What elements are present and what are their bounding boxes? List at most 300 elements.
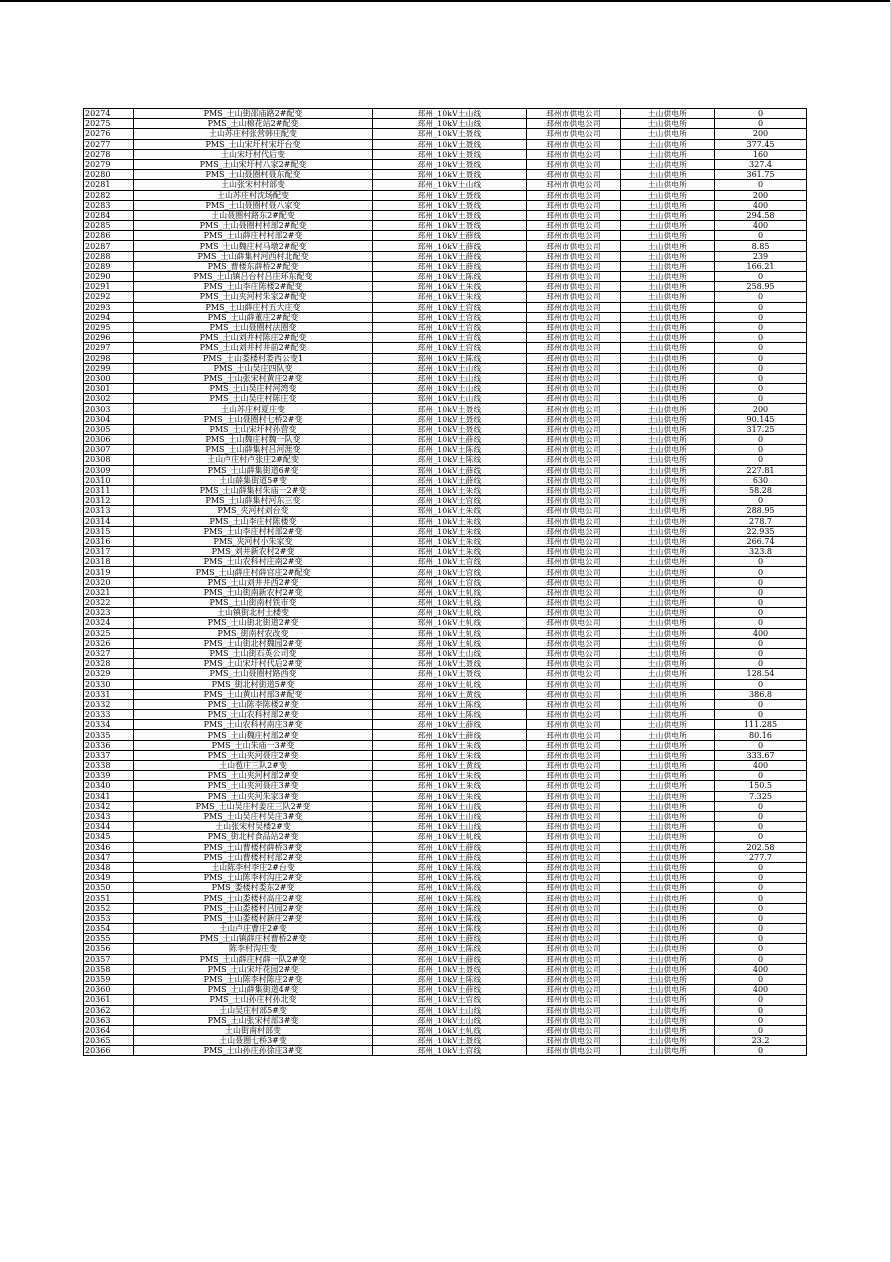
capacity-cell: 23.2 [715, 1036, 807, 1046]
substation-cell: 土山供电所 [621, 873, 715, 883]
substation-cell: 土山供电所 [621, 618, 715, 628]
table-row [84, 516, 807, 526]
table-row [84, 180, 807, 190]
substation-cell: 土山供电所 [621, 475, 715, 485]
station-name-cell: PMS_土山张宋村部3#变 [134, 1015, 373, 1025]
company-cell: 邳州市供电公司 [527, 282, 621, 292]
capacity-cell: 0 [715, 435, 807, 445]
row-id-cell: 20288 [84, 251, 134, 261]
company-cell: 邳州市供电公司 [527, 587, 621, 597]
row-id-cell: 20281 [84, 180, 134, 190]
table-row [84, 924, 807, 934]
row-id-cell: 20341 [84, 791, 134, 801]
line-name-cell: 邳州_10kV土陈线 [373, 699, 527, 709]
table-row [84, 771, 807, 781]
line-name-cell: 邳州_10kV土薛线 [373, 241, 527, 251]
table-row [84, 170, 807, 180]
line-name-cell: 邳州_10kV土官线 [373, 1046, 527, 1056]
table-row [84, 608, 807, 618]
company-cell: 邳州市供电公司 [527, 781, 621, 791]
line-name-cell: 邳州_10kV土轧线 [373, 679, 527, 689]
row-id-cell: 20296 [84, 333, 134, 343]
row-id-cell: 20365 [84, 1036, 134, 1046]
row-id-cell: 20346 [84, 842, 134, 852]
row-id-cell: 20356 [84, 944, 134, 954]
capacity-cell: 0 [715, 699, 807, 709]
substation-cell: 土山供电所 [621, 567, 715, 577]
line-name-cell: 邳州_10kV土山线 [373, 822, 527, 832]
company-cell: 邳州市供电公司 [527, 1036, 621, 1046]
substation-cell: 土山供电所 [621, 761, 715, 771]
station-name-cell: PMS_土山宋圩花园2#变 [134, 964, 373, 974]
company-cell: 邳州市供电公司 [527, 455, 621, 465]
capacity-cell: 8.85 [715, 241, 807, 251]
station-name-cell: PMS_土山镇吕台村吕庄环东配变 [134, 272, 373, 282]
station-name-cell: PMS_土山街石英公司变 [134, 648, 373, 658]
line-name-cell: 邳州_10kV土陈线 [373, 873, 527, 883]
substation-cell: 土山供电所 [621, 139, 715, 149]
company-cell: 邳州市供电公司 [527, 261, 621, 271]
capacity-cell: 277.7 [715, 852, 807, 862]
station-name-cell: 土山吴庄村部5#变 [134, 1005, 373, 1015]
line-name-cell: 邳州_10kV土薛线 [373, 985, 527, 995]
station-name-cell: 土山宋圩村代后变 [134, 149, 373, 159]
substation-cell: 土山供电所 [621, 628, 715, 638]
table-row [84, 496, 807, 506]
company-cell: 邳州市供电公司 [527, 638, 621, 648]
company-cell: 邳州市供电公司 [527, 761, 621, 771]
table-row [84, 659, 807, 669]
substation-cell: 土山供电所 [621, 954, 715, 964]
table-row [84, 394, 807, 404]
line-name-cell: 邳州_10kV土薛线 [373, 475, 527, 485]
company-cell: 邳州市供电公司 [527, 149, 621, 159]
table-row [84, 435, 807, 445]
capacity-cell: 22.935 [715, 526, 807, 536]
capacity-cell: 0 [715, 119, 807, 129]
capacity-cell: 0 [715, 740, 807, 750]
company-cell: 邳州市供电公司 [527, 496, 621, 506]
company-cell: 邳州市供电公司 [527, 170, 621, 180]
row-id-cell: 20285 [84, 221, 134, 231]
row-id-cell: 20362 [84, 1005, 134, 1015]
line-name-cell: 邳州_10kV土陈线 [373, 913, 527, 923]
station-name-cell: 土山镇街北村土楼变 [134, 608, 373, 618]
table-row [84, 811, 807, 821]
station-name-cell: PMS_土山街北街道2#变 [134, 618, 373, 628]
company-cell: 邳州市供电公司 [527, 435, 621, 445]
row-id-cell: 20343 [84, 811, 134, 821]
station-name-cell: PMS_土山夹河聂庄2#变 [134, 750, 373, 760]
substation-cell: 土山供电所 [621, 781, 715, 791]
line-name-cell: 邳州_10kV土聂线 [373, 139, 527, 149]
line-name-cell: 邳州_10kV土薛线 [373, 465, 527, 475]
station-name-cell: PMS_土山李庄陈楼2#配变 [134, 282, 373, 292]
substation-cell: 土山供电所 [621, 944, 715, 954]
line-name-cell: 邳州_10kV土聂线 [373, 129, 527, 139]
capacity-cell: 0 [715, 496, 807, 506]
table-row [84, 404, 807, 414]
company-cell: 邳州市供电公司 [527, 598, 621, 608]
substation-cell: 土山供电所 [621, 414, 715, 424]
company-cell: 邳州市供电公司 [527, 852, 621, 862]
station-name-cell: PMS_土山街南村铁市变 [134, 598, 373, 608]
substation-cell: 土山供电所 [621, 852, 715, 862]
capacity-cell: 400 [715, 964, 807, 974]
station-name-cell: PMS_土山刘井井西2#变 [134, 577, 373, 587]
substation-cell: 土山供电所 [621, 526, 715, 536]
row-id-cell: 20361 [84, 995, 134, 1005]
company-cell: 邳州市供电公司 [527, 699, 621, 709]
company-cell: 邳州市供电公司 [527, 302, 621, 312]
row-id-cell: 20333 [84, 710, 134, 720]
company-cell: 邳州市供电公司 [527, 964, 621, 974]
table-row [84, 322, 807, 332]
company-cell: 邳州市供电公司 [527, 526, 621, 536]
capacity-cell: 0 [715, 1015, 807, 1025]
company-cell: 邳州市供电公司 [527, 842, 621, 852]
substation-cell: 土山供电所 [621, 373, 715, 383]
table-row [84, 384, 807, 394]
substation-cell: 土山供电所 [621, 455, 715, 465]
line-name-cell: 邳州_10kV土黄线 [373, 761, 527, 771]
station-name-cell: PMS_土山张宋村黄庄2#变 [134, 373, 373, 383]
substation-cell: 土山供电所 [621, 750, 715, 760]
line-name-cell: 邳州_10kV土陈线 [373, 272, 527, 282]
capacity-cell: 0 [715, 1046, 807, 1056]
capacity-cell: 0 [715, 659, 807, 669]
substation-cell: 土山供电所 [621, 170, 715, 180]
line-name-cell: 邳州_10kV土山线 [373, 384, 527, 394]
line-name-cell: 邳州_10kV土朱线 [373, 750, 527, 760]
substation-cell: 土山供电所 [621, 547, 715, 557]
substation-cell: 土山供电所 [621, 363, 715, 373]
line-name-cell: 邳州_10kV土聂线 [373, 404, 527, 414]
row-id-cell: 20318 [84, 557, 134, 567]
capacity-cell: 0 [715, 567, 807, 577]
station-name-cell: 土山张宋村吴楼2#变 [134, 822, 373, 832]
row-id-cell: 20316 [84, 536, 134, 546]
capacity-cell: 150.5 [715, 781, 807, 791]
capacity-cell: 0 [715, 598, 807, 608]
row-id-cell: 20299 [84, 363, 134, 373]
line-name-cell: 邳州_10kV土朱线 [373, 771, 527, 781]
row-id-cell: 20322 [84, 598, 134, 608]
line-name-cell: 邳州_10kV土朱线 [373, 536, 527, 546]
station-name-cell: PMS_土山聂圈村路西变 [134, 669, 373, 679]
company-cell: 邳州市供电公司 [527, 139, 621, 149]
company-cell: 邳州市供电公司 [527, 832, 621, 842]
row-id-cell: 20355 [84, 934, 134, 944]
company-cell: 邳州市供电公司 [527, 954, 621, 964]
line-name-cell: 邳州_10kV土聂线 [373, 669, 527, 679]
table-row [84, 557, 807, 567]
company-cell: 邳州市供电公司 [527, 231, 621, 241]
capacity-cell: 386.8 [715, 689, 807, 699]
capacity-cell: 0 [715, 822, 807, 832]
company-cell: 邳州市供电公司 [527, 465, 621, 475]
row-id-cell: 20282 [84, 190, 134, 200]
table-row [84, 312, 807, 322]
substation-cell: 土山供电所 [621, 119, 715, 129]
row-id-cell: 20286 [84, 231, 134, 241]
station-name-cell: PMS_土山薛董庄2#配变 [134, 312, 373, 322]
substation-cell: 土山供电所 [621, 312, 715, 322]
capacity-cell: 400 [715, 200, 807, 210]
company-cell: 邳州市供电公司 [527, 669, 621, 679]
capacity-cell: 0 [715, 771, 807, 781]
substation-cell: 土山供电所 [621, 893, 715, 903]
row-id-cell: 20366 [84, 1046, 134, 1056]
substation-cell: 土山供电所 [621, 516, 715, 526]
line-name-cell: 邳州_10kV土官线 [373, 557, 527, 567]
station-name-cell: PMS_土山曹楼村薛桥3#变 [134, 842, 373, 852]
substation-cell: 土山供电所 [621, 282, 715, 292]
row-id-cell: 20335 [84, 730, 134, 740]
row-id-cell: 20317 [84, 547, 134, 557]
station-name-cell: PMS_土山夹河村朱家2#配变 [134, 292, 373, 302]
row-id-cell: 20280 [84, 170, 134, 180]
station-name-cell: PMS_土山孙庄村孙北变 [134, 995, 373, 1005]
substation-cell: 土山供电所 [621, 608, 715, 618]
capacity-cell: 0 [715, 343, 807, 353]
row-id-cell: 20325 [84, 628, 134, 638]
capacity-cell: 0 [715, 944, 807, 954]
table-row [84, 944, 807, 954]
capacity-cell: 288.95 [715, 506, 807, 516]
capacity-cell: 0 [715, 873, 807, 883]
company-cell: 邳州市供电公司 [527, 129, 621, 139]
company-cell: 邳州市供电公司 [527, 190, 621, 200]
station-name-cell: PMS_土山聂圈村法圈变 [134, 322, 373, 332]
station-name-cell: PMS_土山李庄村村部2#变 [134, 526, 373, 536]
company-cell: 邳州市供电公司 [527, 251, 621, 261]
station-name-cell: PMS_土山聂圈村七桥2#变 [134, 414, 373, 424]
line-name-cell: 邳州_10kV土山线 [373, 1005, 527, 1015]
table-row [84, 883, 807, 893]
station-name-cell: 土山陈李村李庄2#台变 [134, 862, 373, 872]
line-name-cell: 邳州_10kV土薛线 [373, 251, 527, 261]
capacity-cell: 361.75 [715, 170, 807, 180]
substation-cell: 土山供电所 [621, 424, 715, 434]
table-row [84, 353, 807, 363]
line-name-cell: 邳州_10kV土聂线 [373, 190, 527, 200]
station-name-cell: PMS_土山镇薛庄村曹桥2#变 [134, 934, 373, 944]
table-row [84, 485, 807, 495]
company-cell: 邳州市供电公司 [527, 536, 621, 546]
company-cell: 邳州市供电公司 [527, 200, 621, 210]
line-name-cell: 邳州_10kV土陈线 [373, 455, 527, 465]
table-row [84, 669, 807, 679]
capacity-cell: 7.325 [715, 791, 807, 801]
substation-cell: 土山供电所 [621, 710, 715, 720]
row-id-cell: 20289 [84, 261, 134, 271]
substation-cell: 土山供电所 [621, 322, 715, 332]
table-row [84, 465, 807, 475]
table-row [84, 1046, 807, 1056]
company-cell: 邳州市供电公司 [527, 577, 621, 587]
line-name-cell: 邳州_10kV土轧线 [373, 608, 527, 618]
station-name-cell: PMS_土山陈李村陈庄2#变 [134, 974, 373, 984]
substation-cell: 土山供电所 [621, 638, 715, 648]
substation-cell: 土山供电所 [621, 577, 715, 587]
substation-cell: 土山供电所 [621, 404, 715, 414]
table-row [84, 241, 807, 251]
station-name-cell: PMS_土山薛集村河西村北配变 [134, 251, 373, 261]
station-name-cell: PMS_土山农科村南庄3#变 [134, 720, 373, 730]
station-name-cell: PMS_刘井新农村2#变 [134, 547, 373, 557]
row-id-cell: 20329 [84, 669, 134, 679]
capacity-cell: 239 [715, 251, 807, 261]
table-body [84, 109, 807, 1056]
company-cell: 邳州市供电公司 [527, 384, 621, 394]
table-row [84, 159, 807, 169]
substation-cell: 土山供电所 [621, 740, 715, 750]
substation-cell: 土山供电所 [621, 292, 715, 302]
table-row [84, 740, 807, 750]
substation-cell: 土山供电所 [621, 822, 715, 832]
station-name-cell: PMS_土山棉花站2#配变 [134, 119, 373, 129]
substation-cell: 土山供电所 [621, 801, 715, 811]
table-row [84, 221, 807, 231]
company-cell: 邳州市供电公司 [527, 159, 621, 169]
substation-cell: 土山供电所 [621, 272, 715, 282]
table-row [84, 628, 807, 638]
company-cell: 邳州市供电公司 [527, 322, 621, 332]
substation-cell: 土山供电所 [621, 485, 715, 495]
line-name-cell: 邳州_10kV土聂线 [373, 964, 527, 974]
row-id-cell: 20339 [84, 771, 134, 781]
capacity-cell: 333.67 [715, 750, 807, 760]
row-id-cell: 20328 [84, 659, 134, 669]
company-cell: 邳州市供电公司 [527, 424, 621, 434]
company-cell: 邳州市供电公司 [527, 221, 621, 231]
substation-cell: 土山供电所 [621, 587, 715, 597]
station-name-cell: 陈李村沟庄变 [134, 944, 373, 954]
table-row [84, 577, 807, 587]
line-name-cell: 邳州_10kV土陈线 [373, 903, 527, 913]
row-id-cell: 20312 [84, 496, 134, 506]
table-row [84, 302, 807, 312]
line-name-cell: 邳州_10kV土山线 [373, 109, 527, 119]
row-id-cell: 20345 [84, 832, 134, 842]
substation-cell: 土山供电所 [621, 903, 715, 913]
row-id-cell: 20307 [84, 445, 134, 455]
table-row [84, 903, 807, 913]
company-cell: 邳州市供电公司 [527, 1025, 621, 1035]
row-id-cell: 20313 [84, 506, 134, 516]
company-cell: 邳州市供电公司 [527, 241, 621, 251]
company-cell: 邳州市供电公司 [527, 343, 621, 353]
company-cell: 邳州市供电公司 [527, 608, 621, 618]
substation-cell: 土山供电所 [621, 445, 715, 455]
capacity-cell: 0 [715, 903, 807, 913]
row-id-cell: 20283 [84, 200, 134, 210]
substation-cell: 土山供电所 [621, 598, 715, 608]
capacity-cell: 202.58 [715, 842, 807, 852]
row-id-cell: 20319 [84, 567, 134, 577]
row-id-cell: 20330 [84, 679, 134, 689]
row-id-cell: 20311 [84, 485, 134, 495]
company-cell: 邳州市供电公司 [527, 995, 621, 1005]
company-cell: 邳州市供电公司 [527, 1046, 621, 1056]
line-name-cell: 邳州_10kV土朱线 [373, 292, 527, 302]
line-name-cell: 邳州_10kV土朱线 [373, 485, 527, 495]
line-name-cell: 邳州_10kV土轧线 [373, 598, 527, 608]
line-name-cell: 邳州_10kV土轧线 [373, 832, 527, 842]
row-id-cell: 20348 [84, 862, 134, 872]
station-name-cell: PMS_土山薛庄村薛官庄2#配变 [134, 567, 373, 577]
table-row [84, 1015, 807, 1025]
row-id-cell: 20278 [84, 149, 134, 159]
station-name-cell: PMS_土山聂圈村村部2#配变 [134, 221, 373, 231]
station-name-cell: PMS_土山娄楼村娄西公变1 [134, 353, 373, 363]
row-id-cell: 20364 [84, 1025, 134, 1035]
line-name-cell: 邳州_10kV土聂线 [373, 170, 527, 180]
row-id-cell: 20284 [84, 210, 134, 220]
company-cell: 邳州市供电公司 [527, 414, 621, 424]
substation-cell: 土山供电所 [621, 251, 715, 261]
company-cell: 邳州市供电公司 [527, 862, 621, 872]
row-id-cell: 20340 [84, 781, 134, 791]
table-row [84, 445, 807, 455]
station-name-cell: 土山聂圈村路东2#配变 [134, 210, 373, 220]
capacity-cell: 630 [715, 475, 807, 485]
substation-cell: 土山供电所 [621, 842, 715, 852]
capacity-cell: 0 [715, 913, 807, 923]
row-id-cell: 20326 [84, 638, 134, 648]
row-id-cell: 20291 [84, 282, 134, 292]
row-id-cell: 20300 [84, 373, 134, 383]
row-id-cell: 20294 [84, 312, 134, 322]
company-cell: 邳州市供电公司 [527, 506, 621, 516]
substation-cell: 土山供电所 [621, 241, 715, 251]
substation-cell: 土山供电所 [621, 699, 715, 709]
company-cell: 邳州市供电公司 [527, 648, 621, 658]
line-name-cell: 邳州_10kV土薛线 [373, 954, 527, 964]
capacity-cell: 0 [715, 638, 807, 648]
table-row [84, 526, 807, 536]
station-name-cell: PMS_土山聂圈村聂东配变 [134, 170, 373, 180]
capacity-cell: 0 [715, 373, 807, 383]
capacity-cell: 0 [715, 557, 807, 567]
station-name-cell: 土山薛集街道5#变 [134, 475, 373, 485]
company-cell: 邳州市供电公司 [527, 913, 621, 923]
line-name-cell: 邳州_10kV土轧线 [373, 587, 527, 597]
capacity-cell: 400 [715, 761, 807, 771]
line-name-cell: 邳州_10kV土朱线 [373, 791, 527, 801]
capacity-cell: 327.4 [715, 159, 807, 169]
station-name-cell: PMS_土山街南新农村2#变 [134, 587, 373, 597]
station-name-cell: PMS_土山夹河聂庄3#变 [134, 781, 373, 791]
row-id-cell: 20363 [84, 1015, 134, 1025]
row-id-cell: 20310 [84, 475, 134, 485]
substation-cell: 土山供电所 [621, 536, 715, 546]
station-name-cell: PMS_土山薛集村河东三变 [134, 496, 373, 506]
row-id-cell: 20357 [84, 954, 134, 964]
line-name-cell: 邳州_10kV土官线 [373, 577, 527, 587]
capacity-cell: 160 [715, 149, 807, 159]
line-name-cell: 邳州_10kV土陈线 [373, 862, 527, 872]
row-id-cell: 20290 [84, 272, 134, 282]
station-name-cell: PMS_土山宋圩村孙营变 [134, 424, 373, 434]
substation-cell: 土山供电所 [621, 221, 715, 231]
company-cell: 邳州市供电公司 [527, 822, 621, 832]
table-row [84, 119, 807, 129]
station-name-cell: PMS_街南村农改变 [134, 628, 373, 638]
row-id-cell: 20324 [84, 618, 134, 628]
line-name-cell: 邳州_10kV土轧线 [373, 638, 527, 648]
